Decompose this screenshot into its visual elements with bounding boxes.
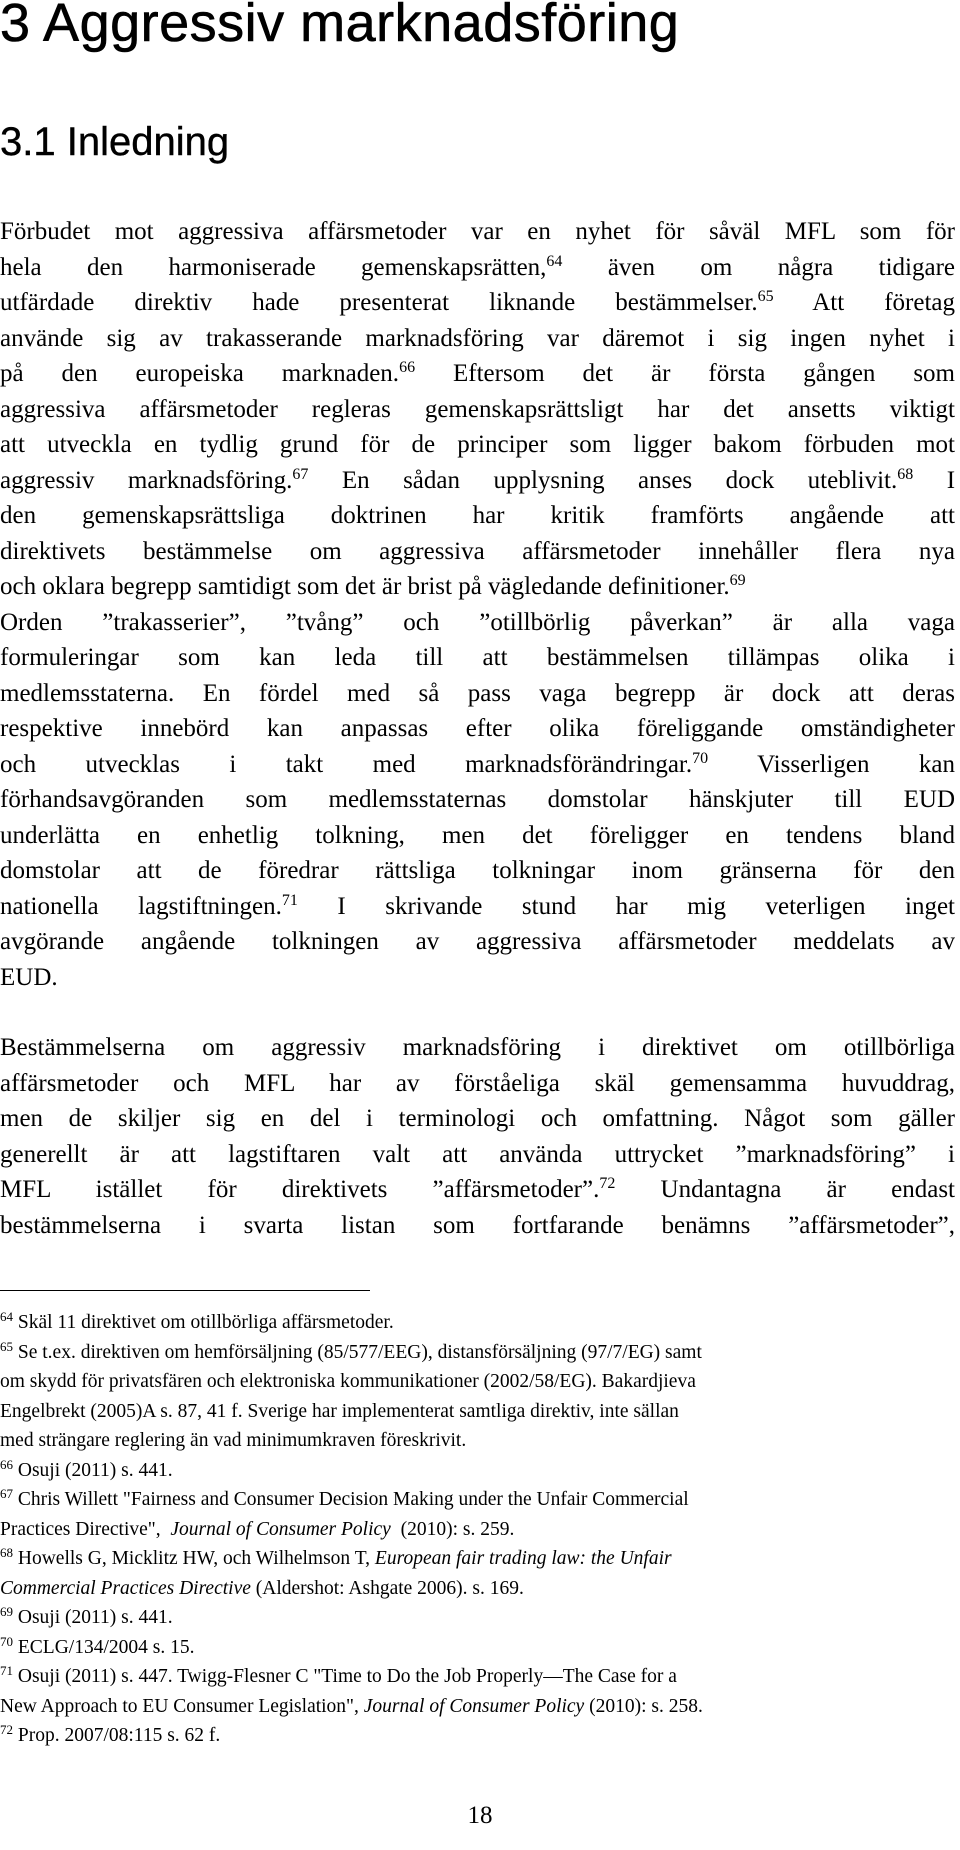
text-line: Bestämmelserna om aggressiv marknadsföring i direktivet om otillbörliga — [0, 1034, 955, 1061]
text-line: och utvecklas i takt med marknadsförändringar.$^{70}$ Visserligen kan — [0, 749, 955, 778]
text-line: att utveckla en tydlig grund för de principer som ligger bakom förbuden mot — [0, 431, 955, 458]
text-line: generellt är att lagstiftaren valt att använda uttrycket ”marknadsföring” i — [0, 1140, 955, 1168]
chapter-heading: 3 Aggressiv marknadsföring — [0, 0, 680, 53]
footnote-ref[interactable]: 64 — [546, 252, 563, 270]
footnote-68-cont: Commercial Practices Directive (Aldershot: Ashgate 2006). s. 169. — [0, 1577, 524, 1599]
text-line: aggressiva affärsmetoder regleras gemenskapsrättsligt har det ansetts viktigt — [0, 395, 955, 423]
footnote-65-cont: Engelbrekt (2005)A s. 87, 41 f. Sverige har implementerat samtliga direktiv, inte sällan — [0, 1400, 679, 1422]
text-line: formuleringar som kan leda till att bestämmelsen tillämpas olika i — [0, 644, 955, 671]
body-paragraph-1 — [0, 214, 955, 995]
text-line: EUD. — [0, 963, 58, 991]
text-line: och oklara begrepp samtidigt som det är brist på vägledande definitioner.$^{69}$ — [0, 572, 746, 600]
text-line: domstolar att de föredrar rättsliga tolkningar inom gränserna för den — [0, 857, 955, 884]
footnote-70: $^{70}$ ECLG/134/2004 s. 15. — [0, 1633, 195, 1658]
footnote-66: $^{66}$ Osuji (2011) s. 441. — [0, 1456, 173, 1481]
footnote-separator — [0, 1290, 370, 1291]
text-line: medlemsstaterna. En fördel med så pass vaga begrepp är dock att deras — [0, 679, 955, 707]
text-line: förhandsavgöranden som medlemsstaternas domstolar hänskjuter till EUD — [0, 786, 955, 813]
footnote-ref[interactable]: 66 — [399, 359, 416, 376]
body-paragraph-2 — [0, 1030, 955, 1243]
footnote-64: $^{64}$ Skäl 11 direktivet om otillbörliga affärsmetoder. — [0, 1309, 394, 1333]
text-line: på den europeiska marknaden.$^{66}$ Eftersom det är första gången som — [0, 359, 956, 387]
footnote-68: $^{68}$ Howells G, Micklitz HW, och Wilhelmson T, European fair trading law: the Unfair — [0, 1545, 672, 1569]
footnotes — [0, 1308, 955, 1751]
footnote-ref[interactable]: 71 — [281, 891, 298, 909]
footnote-69: $^{69}$ Osuji (2011) s. 441. — [0, 1604, 173, 1628]
footnote-71-cont: New Approach to EU Consumer Legislation", Journal of Consumer Policy (2010): s. 258. — [0, 1695, 703, 1717]
text-line: aggressiv marknadsföring.$^{67}$ En sådan upplysning anses dock uteblivit.$^{68}$ I — [0, 465, 956, 494]
text-line: använde sig av trakasserande marknadsföring var däremot i sig ingen nyhet i — [0, 324, 955, 352]
page-number: 18 — [467, 1802, 493, 1829]
text-line: Förbudet mot aggressiva affärsmetoder var en nyhet för såväl MFL som för — [0, 218, 955, 245]
text-line: respektive innebörd kan anpassas efter olika föreliggande omständigheter — [0, 715, 955, 742]
text-line: hela den harmoniserade gemenskapsrätten,$^{64}$ även om några tidigare — [0, 252, 955, 281]
footnote-67: $^{67}$ Chris Willett "Fairness and Consumer Decision Making under the Unfair Commercial — [0, 1486, 689, 1510]
footnote-ref[interactable]: 65 — [757, 288, 774, 305]
text-line: Orden ”trakasserier”, ”tvång” och ”otillbörlig påverkan” är alla vaga — [0, 608, 955, 636]
text-line: den gemenskapsrättsliga doktrinen har kritik framförts angående att — [0, 502, 955, 529]
text-line: bestämmelserna i svarta listan som fortfarande benämns ”affärsmetoder”, — [0, 1211, 955, 1239]
footnote-ref[interactable]: 67 — [292, 465, 309, 483]
text-line: direktivets bestämmelse om aggressiva affärsmetoder innehåller flera nya — [0, 537, 955, 565]
footnote-ref[interactable]: 70 — [692, 749, 709, 767]
text-line: MFL istället för direktivets ”affärsmetoder”.$^{72}$ Undantagna är endast — [0, 1175, 955, 1203]
text-line: utfärdade direktiv hade presenterat liknande bestämmelser.$^{65}$ Att företag — [0, 288, 956, 316]
footnote-65-cont: med strängare reglering än vad minimumkraven föreskrivit. — [0, 1430, 467, 1451]
text-line: nationella lagstiftningen.$^{71}$ I skrivande stund har mig veterligen inget — [0, 891, 955, 920]
text-line: men de skiljer sig en del i terminologi och omfattning. Något som gäller — [0, 1105, 955, 1132]
text-line: affärsmetoder och MFL har av förståeliga skäl gemensamma huvuddrag, — [0, 1069, 955, 1097]
footnote-71: $^{71}$ Osuji (2011) s. 447. Twigg-Flesner C "Time to Do the Job Properly—The Case for a — [0, 1663, 677, 1687]
footnote-72: $^{72}$ Prop. 2007/08:115 s. 62 f. — [0, 1722, 221, 1746]
footnote-65-cont: om skydd för privatsfären och elektroniska kommunikationer (2002/58/EG). Bakardjieva — [0, 1371, 696, 1392]
section-heading: 3.1 Inledning — [0, 120, 230, 164]
text-line: underlätta en enhetlig tolkning, men det föreligger en tendens bland — [0, 821, 955, 849]
footnote-65: $^{65}$ Se t.ex. direktiven om hemförsäljning (85/577/EEG), distansförsäljning (97/7/EG) samt — [0, 1338, 702, 1363]
footnote-67-cont: Practices Directive", Journal of Consumer Policy (2010): s. 259. — [0, 1518, 515, 1540]
footnote-ref[interactable]: 69 — [729, 572, 746, 589]
footnote-ref[interactable]: 72 — [599, 1175, 616, 1192]
text-line: avgörande angående tolkningen av aggressiva affärsmetoder meddelats av — [0, 928, 955, 955]
footnote-ref[interactable]: 68 — [897, 465, 914, 483]
